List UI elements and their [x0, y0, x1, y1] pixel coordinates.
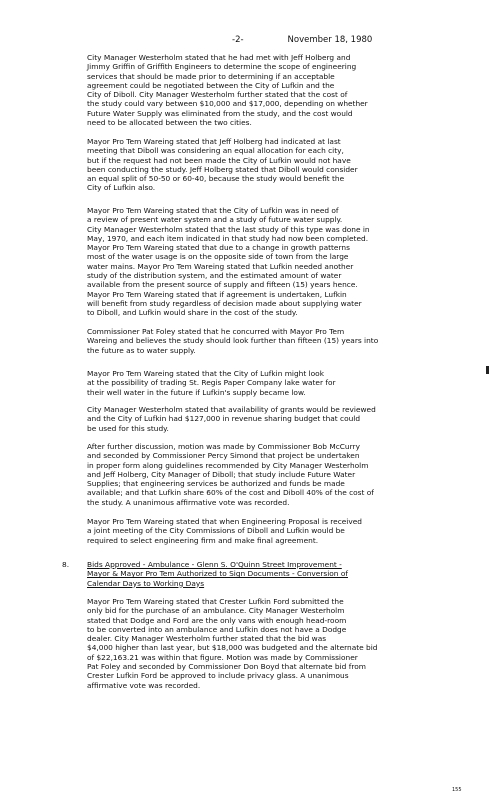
page-header — [232, 35, 372, 45]
agenda-item-title: Bids Approved - Ambulance - Glenn S. O'Quinn Street Improvement - Mayor & Mayor Pro Tem Authorized to Sign Documents - Conversion of Calendar Days to Working Days — [87, 560, 348, 588]
paragraph-motion-study: After further discussion, motion was made by Commissioner Bob McCurry and seconded by Commissioner Percy Simond that project be undertaken in proper form along guidelines recommended by City Manager Westerholm and Jeff Holberg, City Manager of Diboll; that study include Future Water Supplies; that engineering services be authorized and funds be made available; and that Lufkin share 60% of the cost and Diboll 40% of the cost of the study. A unanimous affirmative vote was recorded. — [87, 442, 374, 507]
scan-edge-mark — [486, 366, 489, 374]
paragraph-water-study-need: Mayor Pro Tem Wareing stated that the City of Lufkin was in need of a review of present water system and a study of future water supply. City Manager Westerholm stated that the last study of this type was done in May, 1970, and each item indicated in that study had now been completed. Mayor Pro Tem Wareing stated that due to a change in growth patterns most of the water usage is on the opposite side of town from the large water mains. Mayor Pro Tem Wareing stated that Lufkin needed another study of the distribution system, and the estimated amount of water available from the present source of supply and fifteen (15) years hence. Mayor Pro Tem Wareing stated that if agreement is undertaken, Lufkin will benefit from study regardless of decision made about supplying water to Diboll, and Lufkin would share in the cost of the study. — [87, 206, 370, 318]
agenda-item-number: 8. — [62, 560, 70, 569]
paragraph-ambulance-bid: Mayor Pro Tem Wareing stated that Crester Lufkin Ford submitted the only bid for the purchase of an ambulance. City Manager Westerholm stated that Dodge and Ford are the only vans with enough head-room to be converted into an ambulance and Lufkin does not have a Dodge dealer. City Manager Westerholm further stated that the bid was $4,000 higher than last year, but $18,000 was budgeted and the alternate bid of $22,163.21 was within that figure. Motion was made by Commissioner Pat Foley and seconded by Commissioner Don Boyd that alternate bid from Crester Lufkin Ford be approved to include privacy glass. A unanimous affirmative vote was recorded. — [87, 597, 378, 690]
paragraph-foley-comment: Commissioner Pat Foley stated that he concurred with Mayor Pro Tem Wareing and believes the study should look further than fifteen (15) years into the future as to water supply. — [87, 327, 379, 355]
paragraph-engineering-scope: City Manager Westerholm stated that he had met with Jeff Holberg and Jimmy Griffin of Griffith Engineers to determine the scope of engineering services that should be made prior to determining if an acceptable agreement could be negotiated between the City of Lufkin and the City of Diboll. City Manager Westerholm further stated that the cost of the study could vary between $10,000 and $17,000, depending on whether Future Water Supply was eliminated from the study, and the cost would need to be allocated between the two cities. — [87, 53, 368, 128]
paragraph-st-regis-water: Mayor Pro Tem Wareing stated that the City of Lufkin might look at the possibility of trading St. Regis Paper Company lake water for their well water in the future if Lufkin's supply became low. — [87, 369, 336, 397]
page-number: -2- — [232, 35, 244, 45]
paragraph-cost-allocation: Mayor Pro Tem Wareing stated that Jeff Holberg had indicated at last meeting that Diboll was considering an equal allocation for each city, but if the request had not been made the City of Lufkin would not have been conducting the study. Jeff Holberg stated that Diboll would consider an equal split of 50-50 or 60-40, because the study would benefit the City of Lufkin also. — [87, 137, 358, 193]
paragraph-joint-meeting: Mayor Pro Tem Wareing stated that when Engineering Proposal is received a joint meeting of the City Commissions of Diboll and Lufkin would be required to select engineering firm and make final agreement. — [87, 517, 362, 545]
paragraph-grants: City Manager Westerholm stated that availability of grants would be reviewed and the City of Lufkin had $127,000 in revenue sharing budget that could be used for this study. — [87, 405, 376, 433]
page-footer-mark: 155 — [452, 787, 462, 793]
meeting-date: November 18, 1980 — [287, 35, 373, 45]
